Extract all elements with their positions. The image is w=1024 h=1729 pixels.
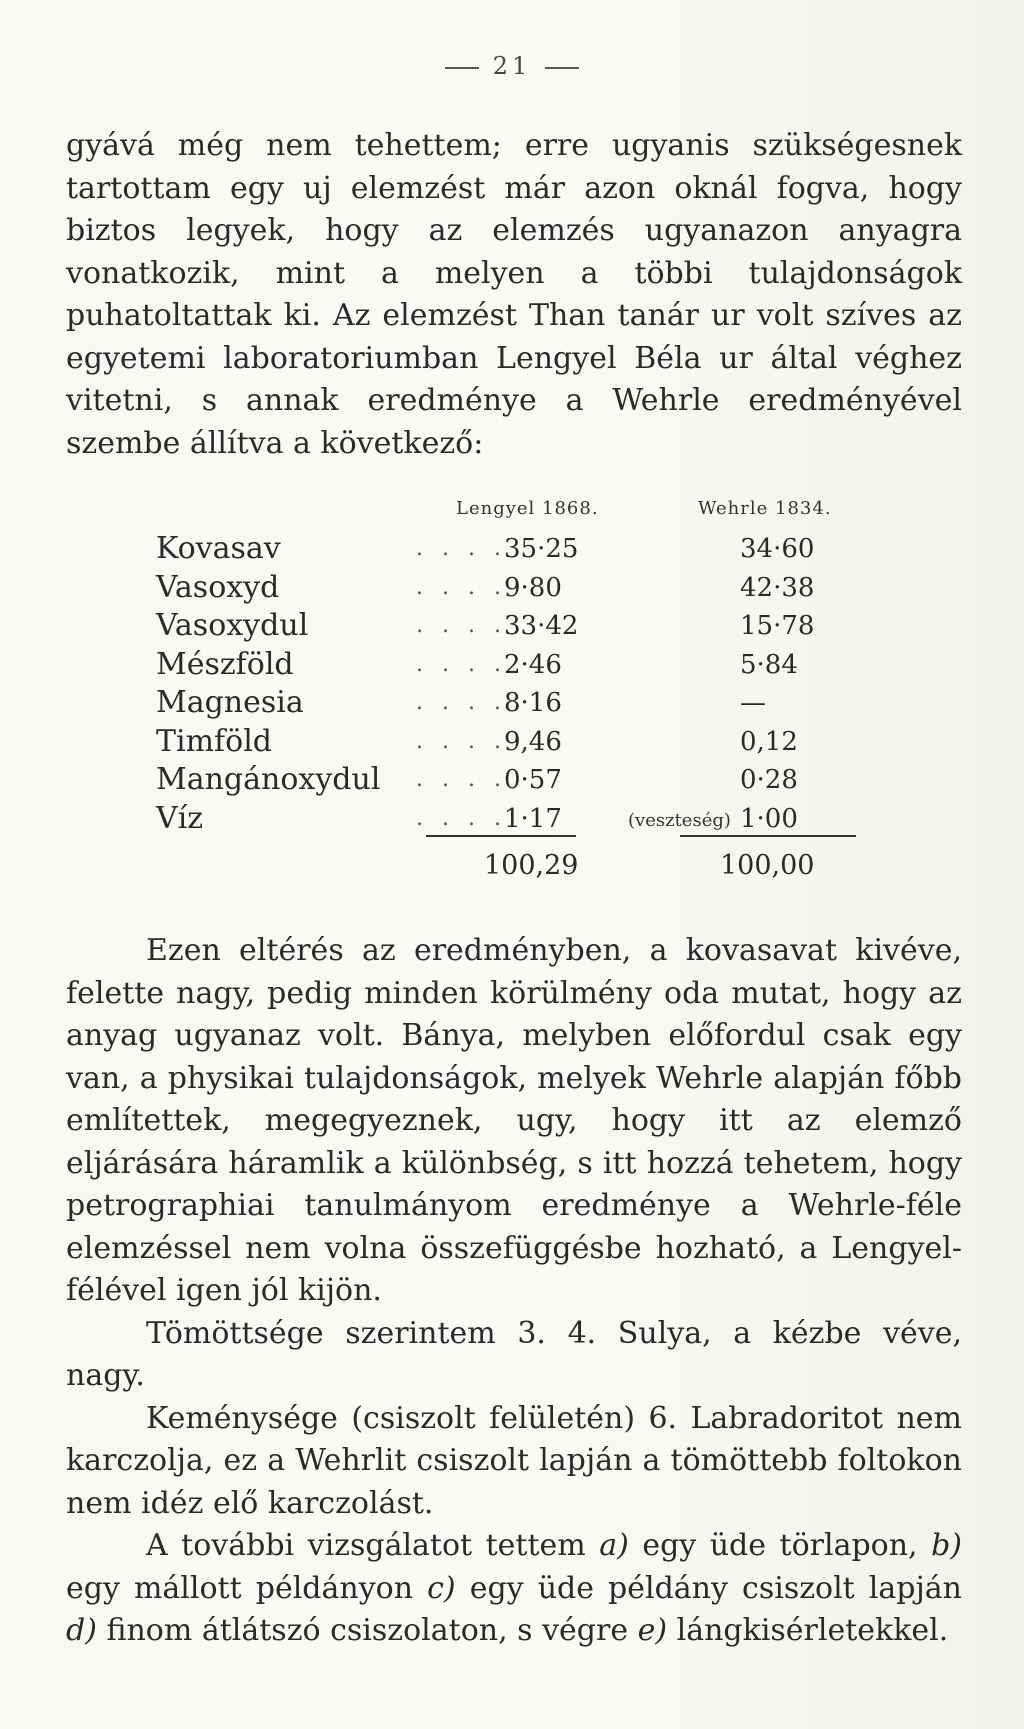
row-value-wehrle: 5·84 bbox=[740, 649, 798, 680]
row-value-lengyel: 9,46 bbox=[504, 726, 562, 757]
row-value-wehrle: 0·28 bbox=[740, 765, 798, 795]
row-value-wehrle: 0,12 bbox=[740, 726, 798, 757]
intro-paragraph-block bbox=[66, 125, 962, 465]
row-note: (veszteség) bbox=[628, 809, 731, 831]
p5-text-5: finom átlátszó csiszolaton, s végre bbox=[96, 1613, 638, 1648]
p5-text-4: egy üde példány csiszolt lapján bbox=[455, 1570, 962, 1606]
row-name: Timföld bbox=[156, 723, 273, 759]
dot-leader: . . . . bbox=[416, 690, 507, 715]
row-value-wehrle: — bbox=[740, 688, 766, 718]
p5-text-6: lángkisérletekkel. bbox=[667, 1613, 949, 1648]
header-dash-left bbox=[445, 67, 479, 69]
table-row bbox=[156, 800, 876, 839]
table-row bbox=[156, 530, 876, 569]
dot-leader: . . . . bbox=[416, 613, 507, 638]
row-value-wehrle: 1·00 bbox=[740, 803, 798, 834]
table-row bbox=[156, 607, 876, 646]
row-value-lengyel: 1·17 bbox=[504, 803, 562, 834]
total-wehrle: 100,00 bbox=[720, 850, 815, 881]
total-lengyel: 100,29 bbox=[484, 850, 579, 881]
row-value-lengyel: 0·57 bbox=[504, 765, 562, 795]
table-header-wehrle: Wehrle 1834. bbox=[698, 498, 832, 519]
row-name: Mészföld bbox=[156, 646, 294, 682]
p5-text-3: egy mállott példányon bbox=[66, 1570, 428, 1606]
item-marker-a: a) bbox=[599, 1528, 629, 1563]
paragraph-5 bbox=[66, 1525, 962, 1653]
item-marker-e: e) bbox=[637, 1613, 668, 1648]
body-text-block bbox=[66, 930, 962, 1653]
row-value-lengyel: 35·25 bbox=[504, 534, 579, 564]
p5-text-2: egy üde törlapon, bbox=[628, 1528, 932, 1563]
page-number: 21 bbox=[492, 52, 532, 80]
sum-rule-wehrle bbox=[680, 835, 856, 837]
paragraph-4: Keménysége (csiszolt felületén) 6. Labradoritot nem karczolja, ez a Wehrlit csiszolt lapján a tömöttebb foltokon nem idéz elő karczolást. bbox=[66, 1400, 962, 1521]
row-name: Kovasav bbox=[156, 531, 281, 566]
item-marker-b: b) bbox=[931, 1528, 962, 1563]
row-value-lengyel: 33·42 bbox=[504, 611, 579, 641]
page-header bbox=[0, 52, 1024, 80]
row-name: Víz bbox=[156, 800, 204, 836]
row-value-lengyel: 8·16 bbox=[504, 688, 562, 718]
analysis-table bbox=[156, 530, 876, 838]
row-value-wehrle: 15·78 bbox=[740, 611, 815, 641]
row-name: Vasoxyd bbox=[156, 569, 280, 605]
row-value-lengyel: 2·46 bbox=[504, 649, 562, 680]
item-marker-c: c) bbox=[427, 1570, 456, 1606]
paragraph-1: gyává még nem tehettem; erre ugyanis szükségesnek tartottam egy uj elemzést már azon oknál fogva, hogy biztos legyek, hogy az elemzés ugyanazon anyagra vonatkozik, mint a melyen a többi tulajdonságok puhatoltattak ki. Az elemzést Than tanár ur volt szíves az egyetemi laboratoriumban Lengyel Béla ur által véghez vitetni, s annak eredménye a Wehrle eredményével szembe állítva a következő: bbox=[66, 128, 962, 461]
dot-leader: . . . . bbox=[416, 651, 507, 677]
sum-rule-lengyel bbox=[426, 835, 576, 837]
row-value-wehrle: 42·38 bbox=[740, 572, 815, 603]
p5-text-1: A további vizsgálatot tettem bbox=[146, 1528, 600, 1563]
table-row bbox=[156, 569, 876, 608]
row-name: Magnesia bbox=[156, 685, 304, 720]
row-name: Vasoxydul bbox=[156, 608, 309, 643]
paragraph-2: Ezen eltérés az eredményben, a kovasavat kivéve, felette nagy, pedig minden körülmény oda mutat, hogy az anyag ugyanaz volt. Bánya, melyben előfordul csak egy van, a physikai tulajdonságok, melyek Wehrle alapján főbb említettek, megegyeznek, ugy, hogy itt az elemző eljárására háramlik a különbség, s itt hozzá tehetem, hogy petrographiai tanulmányom eredménye a Wehrle-féle elemzéssel nem volna összefüggésbe hozható, a Lengyel-félével igen jól kijön. bbox=[66, 933, 962, 1308]
dot-leader: . . . . bbox=[416, 574, 507, 600]
dot-leader: . . . . bbox=[416, 536, 507, 561]
item-marker-d: d) bbox=[66, 1613, 97, 1648]
table-row bbox=[156, 761, 876, 800]
table-header-lengyel: Lengyel 1868. bbox=[456, 498, 599, 519]
header-dash-right bbox=[545, 67, 579, 69]
row-value-lengyel: 9·80 bbox=[504, 572, 562, 603]
dot-leader: . . . . bbox=[416, 767, 507, 792]
table-row bbox=[156, 646, 876, 685]
table-row bbox=[156, 684, 876, 723]
table-row bbox=[156, 723, 876, 762]
dot-leader: . . . . bbox=[416, 728, 507, 754]
row-name: Mangánoxydul bbox=[156, 762, 381, 797]
paragraph-3: Tömöttsége szerintem 3. 4. Sulya, a kézbe véve, nagy. bbox=[66, 1315, 962, 1393]
row-value-wehrle: 34·60 bbox=[740, 534, 815, 564]
dot-leader: . . . . bbox=[416, 805, 507, 831]
